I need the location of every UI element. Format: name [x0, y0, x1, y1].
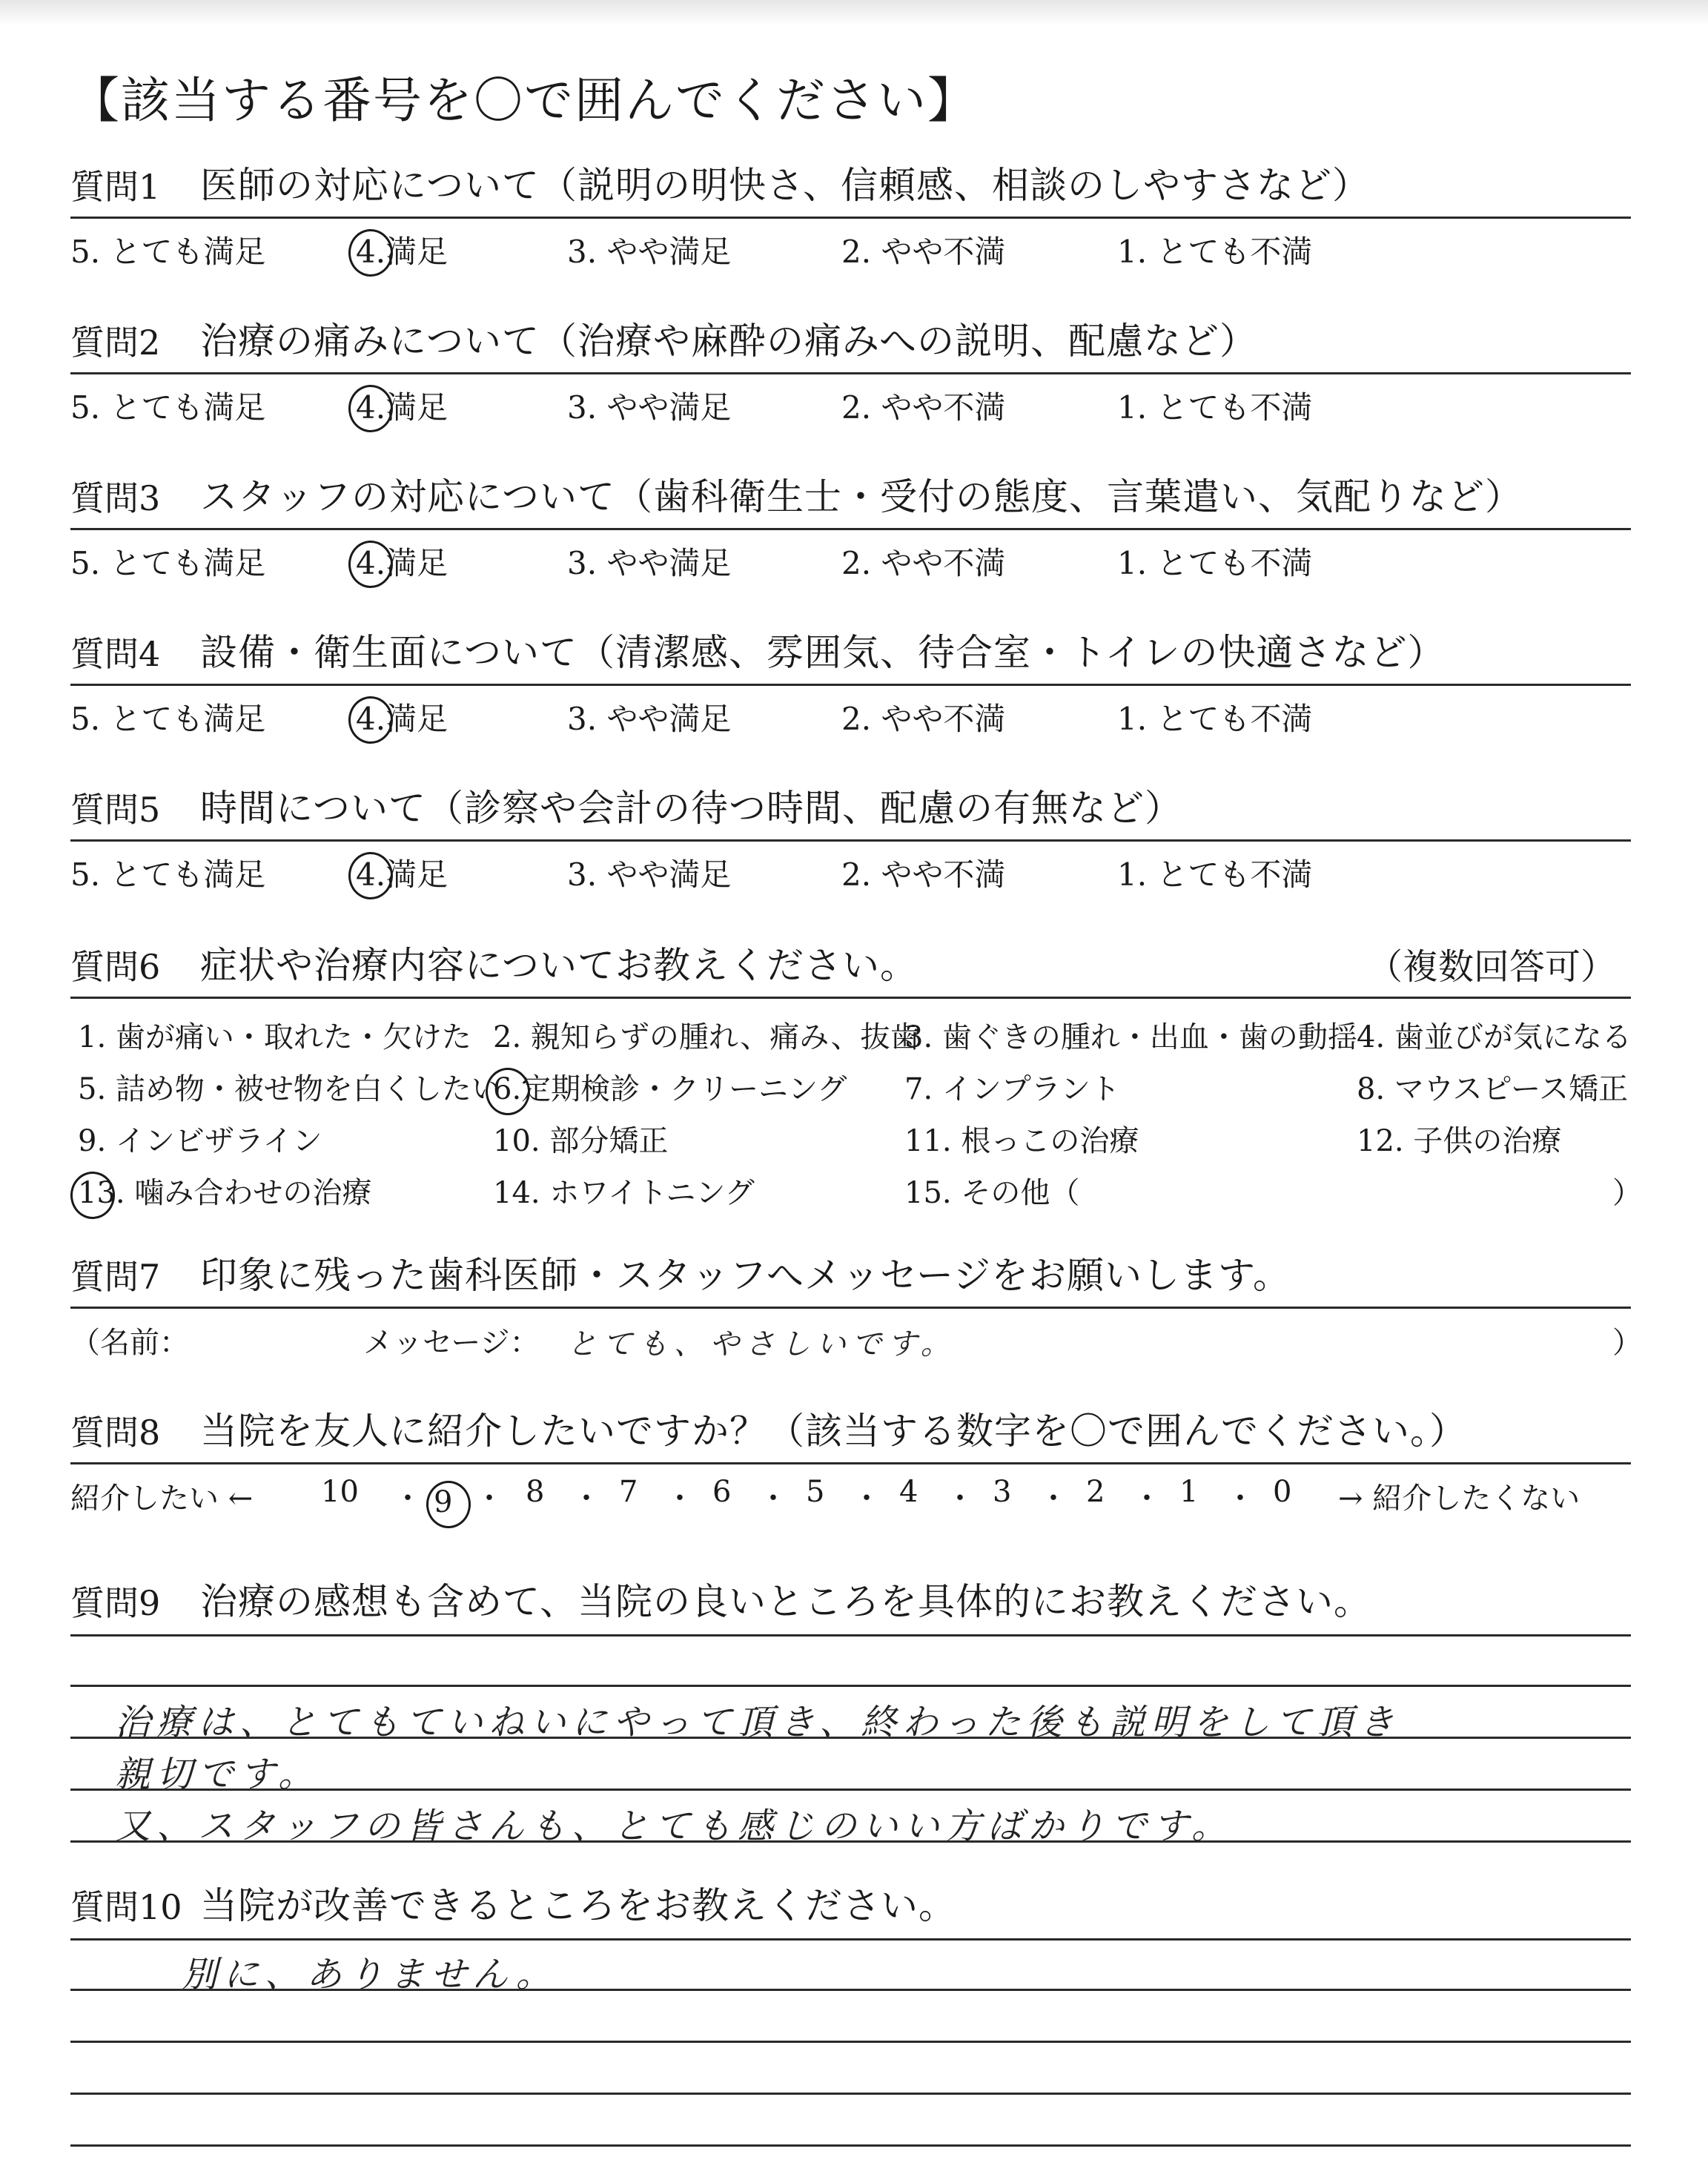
scale-dot: ・	[852, 1482, 881, 1516]
rating-options	[70, 219, 1631, 271]
scale-right-label: → 紹介したくない	[1338, 1482, 1580, 1516]
scale-dot: ・	[474, 1482, 504, 1516]
scale-dot: ・	[945, 1482, 975, 1516]
option-2[interactable]: 2. やや不満	[841, 701, 1006, 737]
scale-dot: ・	[1225, 1482, 1255, 1516]
option-1[interactable]: 1. とても不満	[1117, 701, 1313, 737]
option-3[interactable]: 3. 歯ぐきの腫れ・出血・歯の動揺	[904, 1020, 1357, 1054]
instruction-heading: 【該当する番号を〇で囲んでください】	[70, 72, 978, 129]
scale-3[interactable]: 3	[993, 1475, 1012, 1509]
question-number: 質問1	[70, 167, 161, 207]
question-title	[70, 1246, 1631, 1309]
question-8	[70, 1401, 1631, 1519]
scale-4[interactable]: 4	[899, 1475, 918, 1509]
option-1[interactable]: 1. とても不満	[1117, 545, 1313, 581]
rating-options	[70, 686, 1631, 738]
question-title	[70, 467, 1631, 530]
option-5[interactable]: 5. とても満足	[70, 389, 266, 426]
question-text: スタッフの対応について（歯科衛生士・受付の態度、言葉遣い、気配りなど）	[200, 475, 1523, 518]
option-1[interactable]: 1. とても不満	[1117, 389, 1313, 426]
handwritten-line-3: 又、スタッフの皆さんも、とても感じのいい方ばかりです。	[115, 1806, 1234, 1847]
question-title	[70, 779, 1631, 842]
rule-line	[70, 1938, 1631, 1941]
scale-dot: ・	[1132, 1482, 1162, 1516]
option-4-selected[interactable]: 4.満足	[356, 701, 448, 737]
option-3[interactable]: 3. やや満足	[567, 856, 732, 893]
scale-left-label: 紹介したい ←	[70, 1482, 254, 1516]
scale-dot: ・	[572, 1482, 601, 1516]
multiple-answers-note: （複数回答可）	[1366, 946, 1616, 988]
name-label: （名前：	[70, 1326, 189, 1360]
question-number: 質問4	[70, 634, 161, 674]
option-5[interactable]: 5. とても満足	[70, 856, 266, 893]
option-2[interactable]: 2. やや不満	[841, 856, 1006, 893]
question-number: 質問3	[70, 478, 161, 518]
recommend-scale: 紹介したい ← 10 ・ 9 ・ 8 ・ 7 ・ 6 ・ 5 ・ 4 ・ 3 ・ 2 ・ 1 ・ 0 → 紹介したくない	[70, 1475, 1580, 1519]
question-title	[70, 311, 1631, 374]
scale-6[interactable]: 6	[712, 1475, 732, 1509]
rule-line	[70, 2093, 1631, 2095]
question-title	[70, 1876, 1631, 1937]
scale-1[interactable]: 1	[1179, 1475, 1199, 1509]
question-number: 質問2	[70, 323, 161, 363]
question-text: 症状や治療内容についてお教えください。	[200, 944, 918, 987]
scale-dot: ・	[758, 1482, 788, 1516]
question-2	[70, 311, 1631, 426]
scale-0[interactable]: 0	[1273, 1475, 1292, 1509]
option-4-selected[interactable]: 4.満足	[356, 234, 448, 270]
symptom-options	[70, 999, 1642, 1214]
option-3[interactable]: 3. やや満足	[567, 545, 732, 581]
question-9	[70, 1572, 1631, 1915]
option-3[interactable]: 3. やや満足	[567, 389, 732, 426]
option-2[interactable]: 2. 親知らずの腫れ、痛み、抜歯	[493, 1020, 920, 1054]
answer-area[interactable]	[70, 1633, 1631, 1915]
question-number: 質問10	[70, 1887, 182, 1927]
option-11[interactable]: 11. 根っこの治療	[904, 1124, 1139, 1158]
option-14[interactable]: 14. ホワイトニング	[493, 1176, 755, 1210]
scale-dot: ・	[665, 1482, 695, 1516]
question-number: 質問7	[70, 1257, 161, 1297]
question-number: 質問9	[70, 1583, 161, 1623]
option-4-selected[interactable]: 4.満足	[356, 856, 448, 893]
question-5	[70, 779, 1631, 894]
option-15-close-paren: ）	[1612, 1176, 1642, 1210]
question-3	[70, 467, 1631, 582]
scale-2[interactable]: 2	[1086, 1475, 1105, 1509]
scale-dot: ・	[1039, 1482, 1068, 1516]
question-number: 質問8	[70, 1413, 161, 1453]
option-1[interactable]: 1. 歯が痛い・取れた・欠けた	[78, 1020, 471, 1054]
scale-7[interactable]: 7	[619, 1475, 638, 1509]
scale-dot: ・	[393, 1482, 423, 1516]
rule-line	[70, 1634, 1631, 1636]
option-2[interactable]: 2. やや不満	[841, 234, 1006, 270]
option-1[interactable]: 1. とても不満	[1117, 856, 1313, 893]
option-7[interactable]: 7. インプラント	[904, 1072, 1120, 1106]
option-4-selected[interactable]: 4.満足	[356, 389, 448, 426]
question-text: 設備・衛生面について（清潔感、雰囲気、待合室・トイレの快適さなど）	[200, 631, 1446, 674]
option-4-selected[interactable]: 4.満足	[356, 545, 448, 581]
handwritten-message[interactable]: とても、やさしいです。	[567, 1327, 956, 1361]
question-text: 当院が改善できるところをお教えください。	[200, 1884, 956, 1927]
option-5[interactable]: 5. とても満足	[70, 701, 266, 737]
option-12[interactable]: 12. 子供の治療	[1357, 1124, 1562, 1158]
rule-line	[70, 2041, 1631, 2043]
question-text: 医師の対応について（説明の明快さ、信頼感、相談のしやすさなど）	[200, 164, 1370, 207]
question-title	[70, 1401, 1631, 1464]
option-2[interactable]: 2. やや不満	[841, 545, 1006, 581]
option-1[interactable]: 1. とても不満	[1117, 234, 1313, 270]
scale-10[interactable]: 10	[321, 1475, 359, 1509]
question-text: 当院を友人に紹介したいですか？（該当する数字を〇で囲んでください。）	[200, 1410, 1467, 1453]
question-10	[70, 1876, 1631, 2159]
option-15[interactable]: 15. その他（	[904, 1176, 1080, 1210]
rule-line	[70, 2144, 1631, 2147]
handwritten-line-1: 治療は、とてもていねいにやって頂き、終わった後も説明をして頂き	[115, 1702, 1400, 1743]
question-7	[70, 1246, 1642, 1361]
option-6-selected[interactable]: 6.定期検診・クリーニング	[493, 1072, 847, 1106]
rating-options	[70, 530, 1631, 582]
scale-8[interactable]: 8	[526, 1475, 545, 1509]
option-3[interactable]: 3. やや満足	[567, 234, 732, 270]
question-4	[70, 623, 1631, 738]
question-title	[70, 936, 1631, 999]
question-title	[70, 1572, 1631, 1633]
rating-options	[70, 374, 1631, 426]
handwritten-line-2: 親切です。	[115, 1754, 320, 1795]
option-10[interactable]: 10. 部分矯正	[493, 1124, 669, 1158]
question-number: 質問6	[70, 947, 161, 987]
question-text: 時間について（診察や会計の待つ時間、配慮の有無など）	[200, 787, 1182, 830]
message-label: メッセージ：	[363, 1326, 540, 1360]
option-3[interactable]: 3. やや満足	[567, 701, 732, 737]
rating-options	[70, 842, 1631, 894]
option-8[interactable]: 8. マウスピース矯正	[1357, 1072, 1629, 1106]
question-title	[70, 156, 1631, 219]
option-2[interactable]: 2. やや不満	[841, 389, 1006, 426]
question-title	[70, 623, 1631, 686]
question-number: 質問5	[70, 790, 161, 830]
rule-line	[70, 1685, 1631, 1687]
close-paren: ）	[1612, 1326, 1642, 1360]
option-5[interactable]: 5. とても満足	[70, 545, 266, 581]
question-6	[70, 936, 1642, 1214]
option-5[interactable]: 5. とても満足	[70, 234, 266, 270]
question-1	[70, 156, 1631, 271]
option-13-selected[interactable]: 13. 噛み合わせの治療	[78, 1176, 372, 1210]
option-9[interactable]: 9. インビザライン	[78, 1124, 322, 1158]
question-text: 印象に残った歯科医師・スタッフへメッセージをお願いします。	[200, 1254, 1291, 1297]
option-5[interactable]: 5. 詰め物・被せ物を白くしたい	[78, 1072, 501, 1106]
scale-5[interactable]: 5	[806, 1475, 825, 1509]
handwritten-line-1: 別に、ありません。	[182, 1954, 557, 1995]
scan-edge	[0, 0, 1708, 25]
option-4[interactable]: 4. 歯並びが気になる	[1357, 1020, 1632, 1054]
question-text: 治療の感想も含めて、当院の良いところを具体的にお教えください。	[200, 1580, 1371, 1623]
answer-area[interactable]	[70, 1937, 1631, 2159]
message-line	[70, 1309, 1642, 1361]
question-text: 治療の痛みについて（治療や麻酔の痛みへの説明、配慮など）	[200, 320, 1257, 363]
